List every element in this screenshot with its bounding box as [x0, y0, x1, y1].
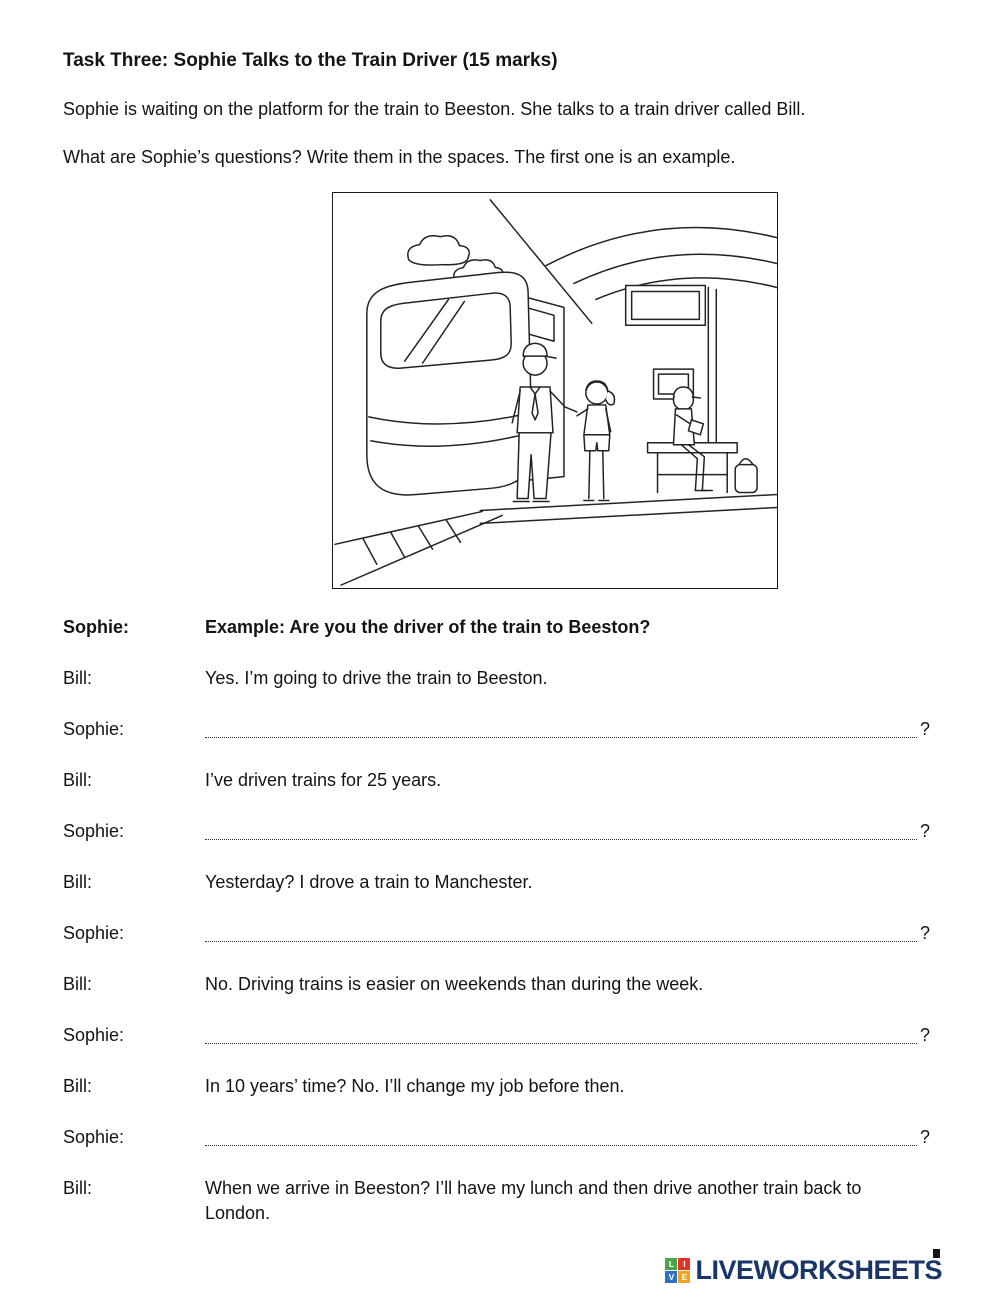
- dialogue-text: Yesterday? I drove a train to Manchester.: [205, 872, 533, 893]
- bench: [648, 443, 738, 493]
- answer-blank-5[interactable]: [205, 1145, 917, 1146]
- question-mark: ?: [919, 821, 930, 842]
- intro-text: Sophie is waiting on the platform for the train to Beeston. She talks to a train driver called Bill.: [63, 99, 806, 119]
- answer-blank-4[interactable]: [205, 1043, 917, 1044]
- liveworksheets-grid-icon: [665, 1258, 690, 1283]
- dialogue-row-bill: [63, 1176, 930, 1226]
- dialogue-row-sophie-blank: [63, 717, 930, 742]
- question-mark: ?: [919, 1025, 930, 1046]
- task-title: Task Three: Sophie Talks to the Train Driver (15 marks): [63, 50, 558, 71]
- dialogue-row-example: [63, 615, 930, 640]
- dialogue-row-bill: [63, 1074, 930, 1099]
- station-sign: [626, 286, 706, 326]
- dialogue-text: Yes. I’m going to drive the train to Beeston.: [205, 668, 548, 689]
- speaker-label: Sophie:: [63, 923, 125, 944]
- train-platform-illustration: [333, 193, 777, 588]
- speaker-label: Sophie:: [63, 1025, 125, 1046]
- speaker-label: Bill:: [63, 872, 93, 893]
- question-mark: ?: [919, 923, 930, 944]
- question-mark: ?: [919, 719, 930, 740]
- logo-square-v: V: [665, 1271, 677, 1283]
- brand-wordmark: LIVEWORKSHEETS: [695, 1255, 942, 1285]
- logo-square-i: I: [678, 1258, 690, 1270]
- speaker-label: Sophie:: [63, 821, 125, 842]
- dialogue-row-bill: [63, 768, 930, 793]
- speaker-label: Sophie:: [63, 617, 129, 638]
- worksheet-illustration: [332, 192, 778, 589]
- bag: [735, 459, 757, 493]
- answer-blank-1[interactable]: [205, 737, 917, 738]
- sophie-figure: [577, 381, 615, 500]
- speaker-label: Bill:: [63, 974, 93, 995]
- dialogue-text: I’ve driven trains for 25 years.: [205, 770, 442, 791]
- dialogue-row-sophie-blank: [63, 1023, 930, 1048]
- railway-tracks: [335, 512, 502, 586]
- dialogue-row-sophie-blank: [63, 1125, 930, 1150]
- logo-square-l: L: [665, 1258, 677, 1270]
- answer-blank-2[interactable]: [205, 839, 917, 840]
- speaker-label: Sophie:: [63, 719, 125, 740]
- question-mark: ?: [919, 1127, 930, 1148]
- dialogue-row-sophie-blank: [63, 921, 930, 946]
- dialogue-text: When we arrive in Beeston? I’ll have my lunch and then drive another train back to London.: [205, 1178, 862, 1224]
- windshield: [381, 293, 511, 368]
- dialogue-row-sophie-blank: [63, 819, 930, 844]
- speaker-label: Sophie:: [63, 1127, 125, 1148]
- answer-blank-3[interactable]: [205, 941, 917, 942]
- dialogue-row-bill: [63, 666, 930, 691]
- logo-square-e: E: [678, 1271, 690, 1283]
- dialogue-text: No. Driving trains is easier on weekends than during the week.: [205, 974, 704, 995]
- instructions-text: What are Sophie’s questions? Write them in the spaces. The first one is an example.: [63, 147, 736, 168]
- dialogue-text: In 10 years’ time? No. I’ll change my job before then.: [205, 1076, 625, 1097]
- dialogue-section: [63, 615, 930, 1226]
- speaker-label: Bill:: [63, 668, 93, 689]
- dialogue-row-bill: [63, 972, 930, 997]
- liveworksheets-logo[interactable]: [665, 1255, 942, 1286]
- speaker-label: Bill:: [63, 770, 93, 791]
- speaker-label: Bill:: [63, 1076, 93, 1097]
- speaker-label: Bill:: [63, 1178, 93, 1199]
- dialogue-row-bill: [63, 870, 930, 895]
- dialogue-text: Example: Are you the driver of the train to Beeston?: [205, 617, 651, 638]
